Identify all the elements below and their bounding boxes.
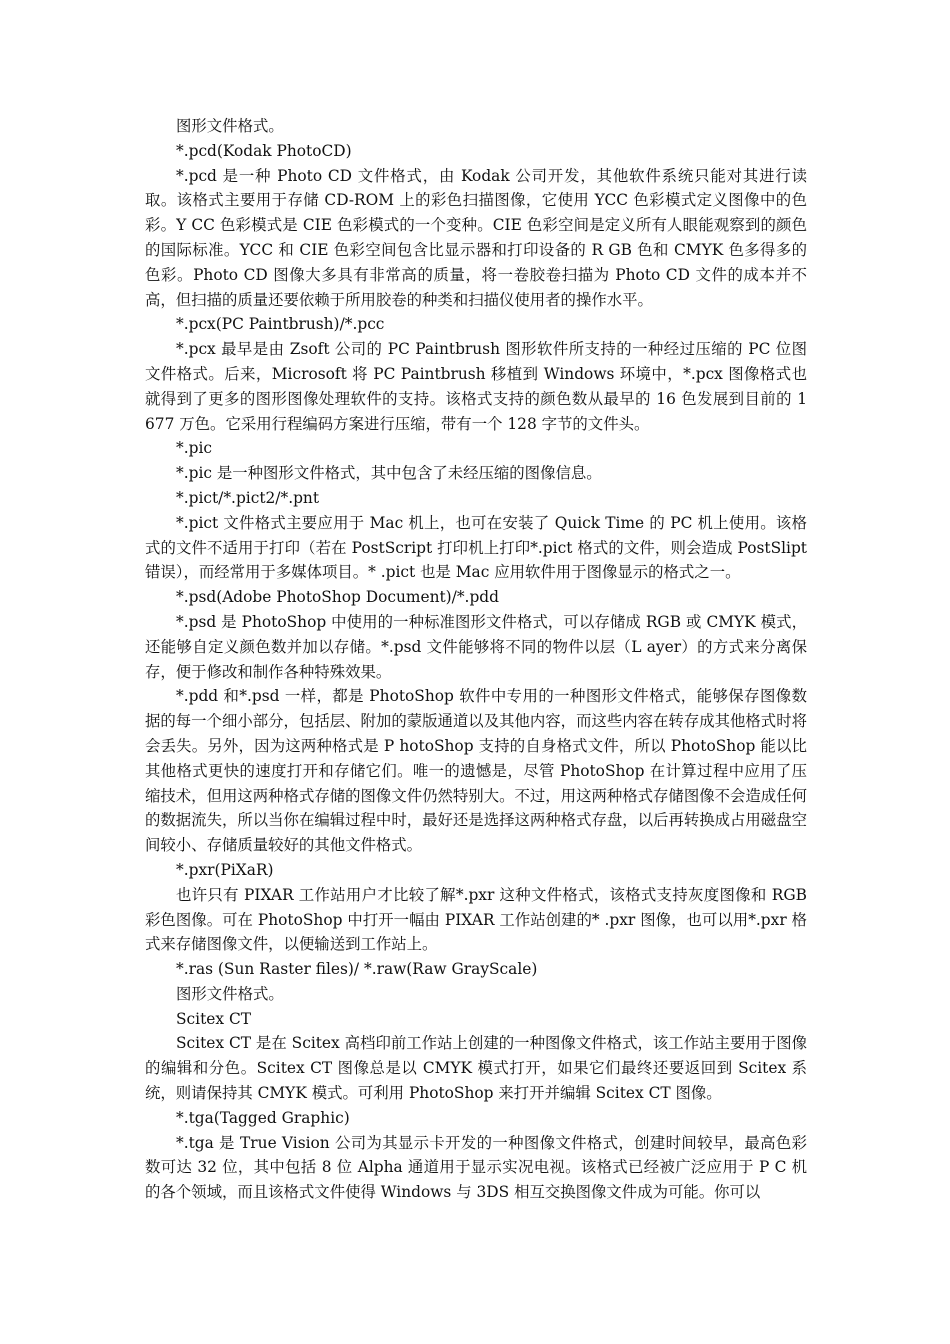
section-heading: *.ras (Sun Raster files)/ *.raw(Raw GrayScale) <box>176 960 538 979</box>
paragraph: *.pcd 是一种 Photo CD 文件格式，由 Kodak 公司开发，其他软件系统只能对其进行读取。该格式主要用于存储 CD-ROM 上的彩色扫描图像，它使用 YCC 色彩模式定义图像中的色彩。Y CC 色彩模式是 CIE 色彩模式的一个变种。CIE 色彩空间是定义所有人眼能观察到的颜色的国际标准。YCC 和 CIE 色彩空间包含比显示器和打印设备的 R GB 色和 CMYK 色多得多的色彩。Photo CD 图像大多具有非常高的质量，将一卷胶卷扫描为 Photo CD 文件的成本并不高，但扫描的质量还要依赖于所用胶卷的种类和扫描仪使用者的操作水平。 <box>145 166 807 309</box>
paragraph: *.tga 是 True Vision 公司为其显示卡开发的一种图像文件格式，创建时间较早，最高色彩数可达 32 位，其中包括 8 位 Alpha 通道用于显示实况电视。该格式已经被广泛应用于 P C 机的各个领域，而且该格式文件使得 Windows 与 3DS 相互交换图像文件成为可能。你可以 <box>145 1133 807 1202</box>
section-heading: *.pic <box>176 439 212 458</box>
paragraph: Scitex CT 是在 Scitex 高档印前工作站上创建的一种图像文件格式，该工作站主要用于图像的编辑和分色。Scitex CT 图像总是以 CMYK 模式打开，如果它们最终还要返回到 Scitex 系统，则请保持其 CMYK 模式。可利用 PhotoShop 来打开并编辑 Scitex CT 图像。 <box>145 1034 807 1103</box>
paragraph: 图形文件格式。 <box>176 984 284 1003</box>
paragraph: 也许只有 PIXAR 工作站用户才比较了解*.pxr 这种文件格式，该格式支持灰度图像和 RGB 彩色图像。可在 PhotoShop 中打开一幅由 PIXAR 工作站创建的* .pxr 图像，也可以用*.pxr 格式来存储图像文件，以便输送到工作站上。 <box>145 885 807 954</box>
paragraph: 图形文件格式。 <box>176 117 284 135</box>
section-heading: *.pcd(Kodak PhotoCD) <box>176 141 352 160</box>
paragraph: *.pict 文件格式主要应用于 Mac 机上，也可在安装了 Quick Time 的 PC 机上使用。该格式的文件不适用于打印（若在 PostScript 打印机上打印*.pict 格式的文件，则会造成 PostSlipt 错误），而经常用于多媒体项目。* .pict 也是 Mac 应用软件用于图像显示的格式之一。 <box>145 513 807 582</box>
section-heading: *.psd(Adobe PhotoShop Document)/*.pdd <box>176 588 500 607</box>
paragraph: *.pcx 最早是由 Zsoft 公司的 PC Paintbrush 图形软件所支持的一种经过压缩的 PC 位图文件格式。后来，Microsoft 将 PC Paintbrush 移植到 Windows 环境中，*.pcx 图像格式也就得到了更多的图形图像处理软件的支持。该格式支持的颜色数从最早的 16 色发展到目前的 1 677 万色。它采用行程编码方案进行压缩，带有一个 128 字节的文件头。 <box>145 340 807 433</box>
document-page <box>145 114 807 1205</box>
section-heading: *.tga(Tagged Graphic) <box>176 1108 350 1127</box>
paragraph: *.pdd 和*.psd 一样，都是 PhotoShop 软件中专用的一种图形文件格式，能够保存图像数据的每一个细小部分，包括层、附加的蒙版通道以及其他内容，而这些内容在转存成其他格式时将会丢失。另外，因为这两种格式是 P hotoShop 支持的自身格式文件，所以 PhotoShop 能以比其他格式更快的速度打开和存储它们。唯一的遗憾是，尽管 PhotoShop 在计算过程中应用了压缩技术，但用这两种格式存储的图像文件仍然特别大。不过，用这两种格式存储图像不会造成任何的数据流失，所以当你在编辑过程中时，最好还是选择这两种格式存盘，以后再转换成占用磁盘空间较小、存储质量较好的其他文件格式。 <box>145 687 807 855</box>
section-heading: Scitex CT <box>176 1009 251 1028</box>
paragraph: *.pic 是一种图形文件格式，其中包含了未经压缩的图像信息。 <box>176 464 602 483</box>
paragraph: *.psd 是 PhotoShop 中使用的一种标准图形文件格式，可以存储成 RGB 或 CMYK 模式，还能够自定义颜色数并加以存储。*.psd 文件能够将不同的物件以层（L ayer）的方式来分离保存，便于修改和制作各种特殊效果。 <box>145 612 807 681</box>
section-heading: *.pxr(PiXaR) <box>176 860 274 879</box>
section-heading: *.pcx(PC Paintbrush)/*.pcc <box>176 315 385 334</box>
section-heading: *.pict/*.pict2/*.pnt <box>176 488 320 507</box>
